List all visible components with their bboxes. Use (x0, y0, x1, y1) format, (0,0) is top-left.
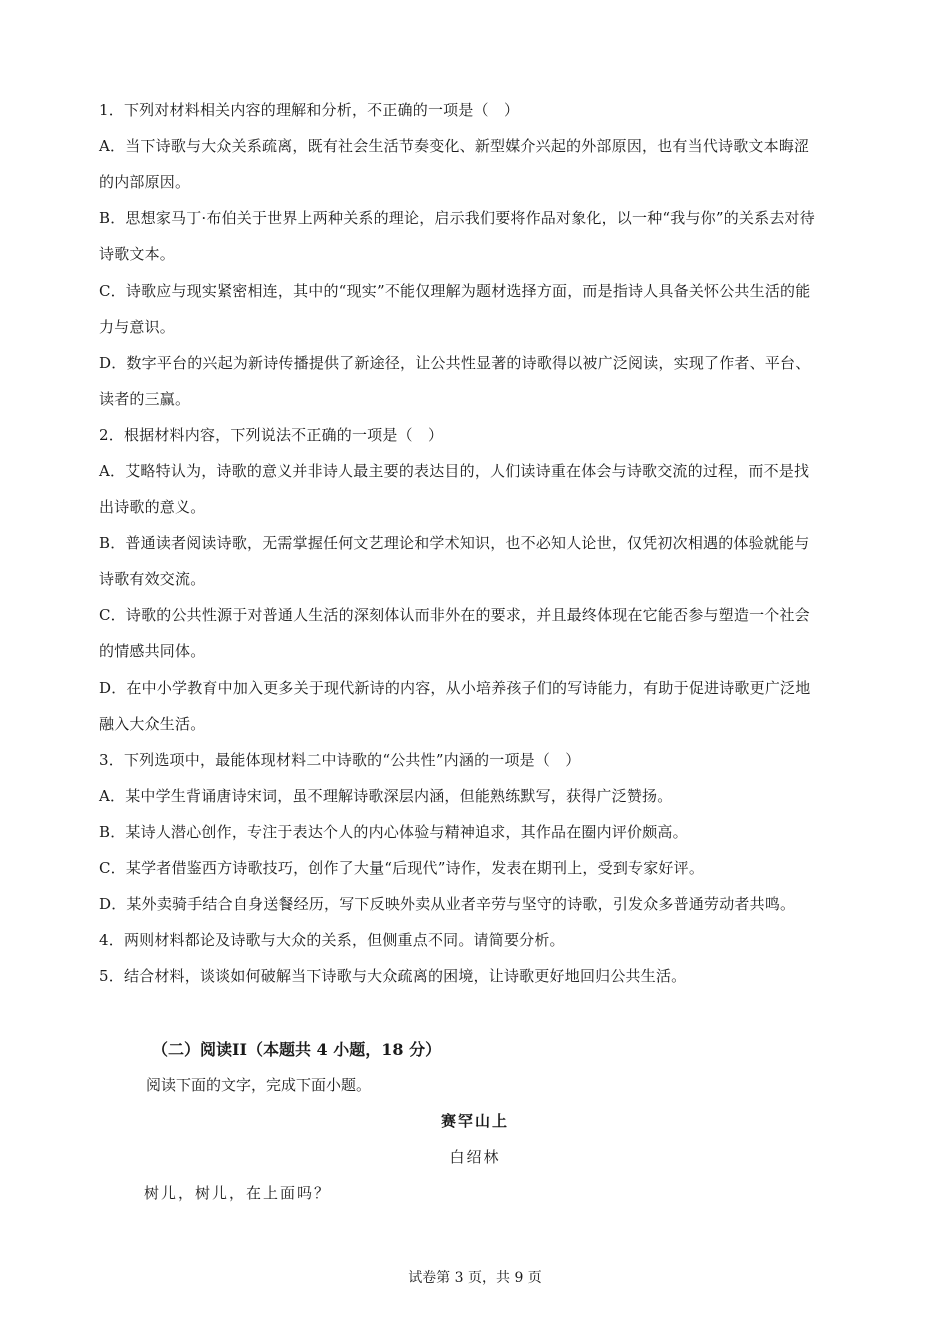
question-2-option-c-cont: 的情感共同体。 (99, 642, 206, 660)
question-2-option-c: C．诗歌的公共性源于对普通人生活的深刻体认而非外在的要求，并且最终体现在它能否参与塑造一个社会 (99, 606, 810, 624)
question-1-option-c: C．诗歌应与现实紧密相连，其中的“现实”不能仅理解为题材选择方面，而是指诗人具备关怀公共生活的能 (99, 282, 811, 300)
poem-line: 树儿，树儿，在上面吗？ (144, 1184, 332, 1202)
question-1-stem: 1．下列对材料相关内容的理解和分析，不正确的一项是（ ） (99, 101, 520, 119)
question-2-stem: 2．根据材料内容，下列说法不正确的一项是（ ） (99, 426, 444, 444)
question-1-option-c-cont: 力与意识。 (99, 318, 176, 336)
poem-author: 白绍林 (449, 1148, 501, 1166)
question-1-option-b-cont: 诗歌文本。 (99, 245, 176, 263)
question-2-option-a: A．艾略特认为，诗歌的意义并非诗人最主要的表达目的，人们读诗重在体会与诗歌交流的过程，而不是找 (99, 462, 810, 480)
question-3-option-a: A．某中学生背诵唐诗宋词，虽不理解诗歌深层内涵，但能熟练默写，获得广泛赞扬。 (99, 787, 673, 805)
question-3-stem: 3．下列选项中，最能体现材料二中诗歌的“公共性”内涵的一项是（ ） (99, 751, 581, 769)
question-2-option-d: D．在中小学教育中加入更多关于现代新诗的内容，从小培养孩子们的写诗能力，有助于促进诗歌更广泛地 (99, 679, 811, 697)
question-5: 5．结合材料，谈谈如何破解当下诗歌与大众疏离的困境，让诗歌更好地回归公共生活。 (99, 967, 687, 985)
question-1-option-d: D．数字平台的兴起为新诗传播提供了新途径，让公共性显著的诗歌得以被广泛阅读，实现了作者、平台、 (99, 354, 811, 372)
question-2-option-b: B．普通读者阅读诗歌，无需掌握任何文艺理论和学术知识，也不必知人论世，仅凭初次相遇的体验就能与 (99, 534, 810, 552)
question-3-option-b: B．某诗人潜心创作，专注于表达个人的内心体验与精神追求，其作品在圈内评价颇高。 (99, 823, 688, 841)
page-footer: 试卷第 3 页，共 9 页 (408, 1270, 542, 1286)
question-3-option-c: C．某学者借鉴西方诗歌技巧，创作了大量“后现代”诗作，发表在期刊上，受到专家好评。 (99, 859, 705, 877)
question-3-option-d: D．某外卖骑手结合自身送餐经历，写下反映外卖从业者辛劳与坚守的诗歌，引发众多普通劳动者共鸣。 (99, 895, 796, 913)
poem-title: 赛罕山上 (440, 1112, 509, 1130)
question-1-option-d-cont: 读者的三赢。 (99, 390, 191, 408)
question-1-option-a-cont: 的内部原因。 (99, 173, 191, 191)
question-2-option-b-cont: 诗歌有效交流。 (99, 570, 206, 588)
question-2-option-d-cont: 融入大众生活。 (99, 715, 206, 733)
question-4: 4．两则材料都论及诗歌与大众的关系，但侧重点不同。请简要分析。 (99, 931, 565, 949)
section-2-intro: 阅读下面的文字，完成下面小题。 (146, 1076, 372, 1094)
question-2-option-a-cont: 出诗歌的意义。 (99, 498, 206, 516)
question-1-option-b: B．思想家马丁·布伯关于世界上两种关系的理论，启示我们要将作品对象化，以一种“我与你”的关系去对待 (99, 209, 815, 227)
question-1-option-a: A．当下诗歌与大众关系疏离，既有社会生活节奏变化、新型媒介兴起的外部原因，也有当代诗歌文本晦涩 (99, 137, 810, 155)
section-2-title: （二）阅读II（本题共 4 小题，18 分） (152, 1040, 442, 1059)
